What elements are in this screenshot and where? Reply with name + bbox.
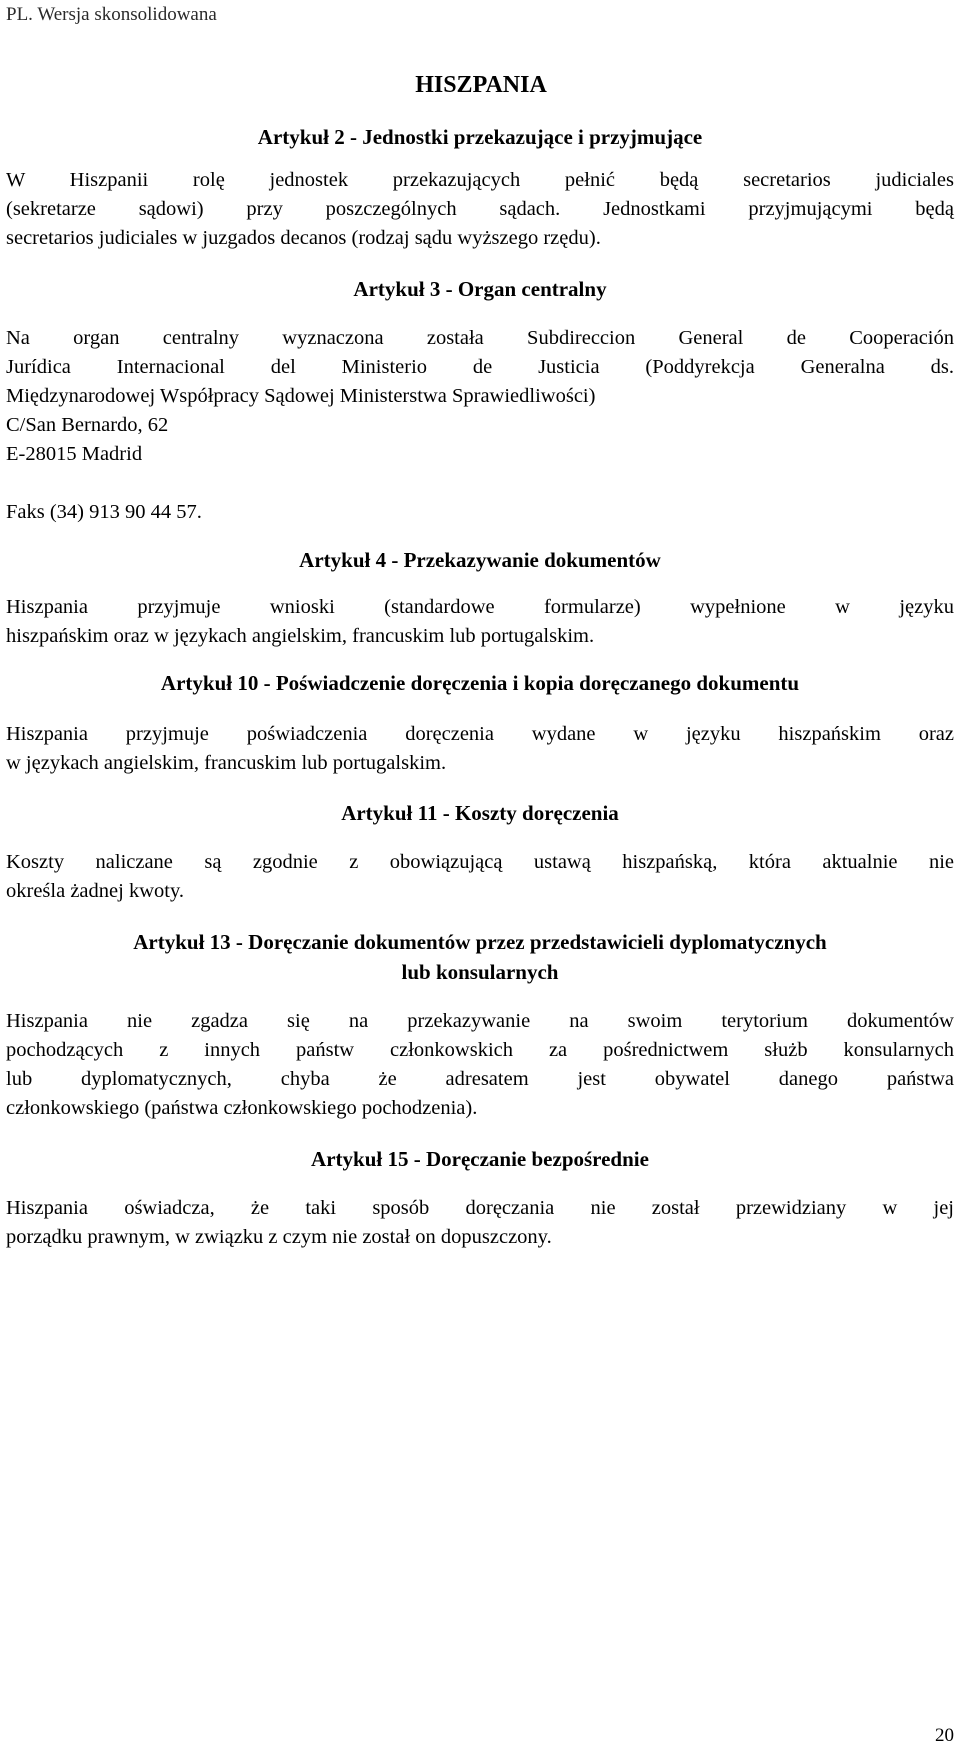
- text-line: członkowskiego (państwa członkowskiego pochodzenia).: [6, 1097, 478, 1119]
- article-15-text: [6, 1194, 954, 1252]
- text-line: Hiszpania oświadcza, że taki sposób doręczania nie został przewidziany w jej: [6, 1197, 954, 1219]
- address-street: C/San Bernardo, 62: [6, 414, 169, 436]
- article-11-text: [6, 848, 954, 906]
- text-line: Hiszpania nie zgadza się na przekazywanie na swoim terytorium dokumentów: [6, 1010, 954, 1032]
- fax-number: Faks (34) 913 90 44 57.: [6, 501, 202, 523]
- article-13-title-line-2: lub konsularnych: [401, 960, 559, 984]
- text-line: Hiszpania przyjmuje wnioski (standardowe formularze) wypełnione w języku: [6, 596, 954, 618]
- article-3-title: Artykuł 3 - Organ centralny: [353, 277, 607, 301]
- country-title: HISZPANIA: [415, 72, 547, 98]
- article-10-text: [6, 720, 954, 778]
- article-10-title: Artykuł 10 - Poświadczenie doręczenia i kopia doręczanego dokumentu: [160, 671, 800, 695]
- text-line: secretarios judiciales w juzgados decanos (rodzaj sądu wyższego rzędu).: [6, 227, 601, 249]
- text-line: Koszty naliczane są zgodnie z obowiązującą ustawą hiszpańską, która aktualnie nie: [6, 851, 954, 873]
- article-4-text: [6, 593, 954, 651]
- article-13-text: [6, 1007, 954, 1123]
- version-note: PL. Wersja skonsolidowana: [6, 4, 217, 25]
- article-3-text: [6, 324, 954, 411]
- document-body: [6, 70, 954, 1252]
- text-line: porządku prawnym, w związku z czym nie został on dopuszczony.: [6, 1226, 552, 1248]
- text-line: określa żadnej kwoty.: [6, 880, 184, 902]
- article-2-text: [6, 166, 954, 253]
- text-line: Hiszpania przyjmuje poświadczenia doręczenia wydane w języku hiszpańskim oraz: [6, 723, 954, 745]
- text-line: Jurídica Internacional del Ministerio de Justicia (Poddyrekcja Generalna ds.: [6, 356, 954, 378]
- text-line: Międzynarodowej Współpracy Sądowej Ministerstwa Sprawiedliwości): [6, 385, 596, 407]
- text-line: (sekretarze sądowi) przy poszczególnych sądach. Jednostkami przyjmującymi będą: [6, 198, 954, 220]
- text-line: Na organ centralny wyznaczona została Subdireccion General de Cooperación: [6, 327, 954, 349]
- article-13-title-line-1: Artykuł 13 - Doręczanie dokumentów przez przedstawicieli dyplomatycznych: [133, 930, 827, 954]
- article-11-title: Artykuł 11 - Koszty doręczenia: [341, 801, 619, 825]
- article-2-title: Artykuł 2 - Jednostki przekazujące i przyjmujące: [257, 125, 703, 149]
- text-line: hiszpańskim oraz w językach angielskim, francuskim lub portugalskim.: [6, 625, 595, 647]
- text-line: W Hiszpanii rolę jednostek przekazujących pełnić będą secretarios judiciales: [6, 169, 954, 191]
- page-number: 20: [935, 1725, 954, 1746]
- text-line: lub dyplomatycznych, chyba że adresatem jest obywatel danego państwa: [6, 1068, 954, 1090]
- text-line: w językach angielskim, francuskim lub portugalskim.: [6, 752, 447, 774]
- address-city: E-28015 Madrid: [6, 443, 143, 465]
- article-15-title: Artykuł 15 - Doręczanie bezpośrednie: [311, 1147, 649, 1171]
- article-4-title: Artykuł 4 - Przekazywanie dokumentów: [299, 548, 661, 572]
- text-line: pochodzących z innych państw członkowskich za pośrednictwem służb konsularnych: [6, 1039, 954, 1061]
